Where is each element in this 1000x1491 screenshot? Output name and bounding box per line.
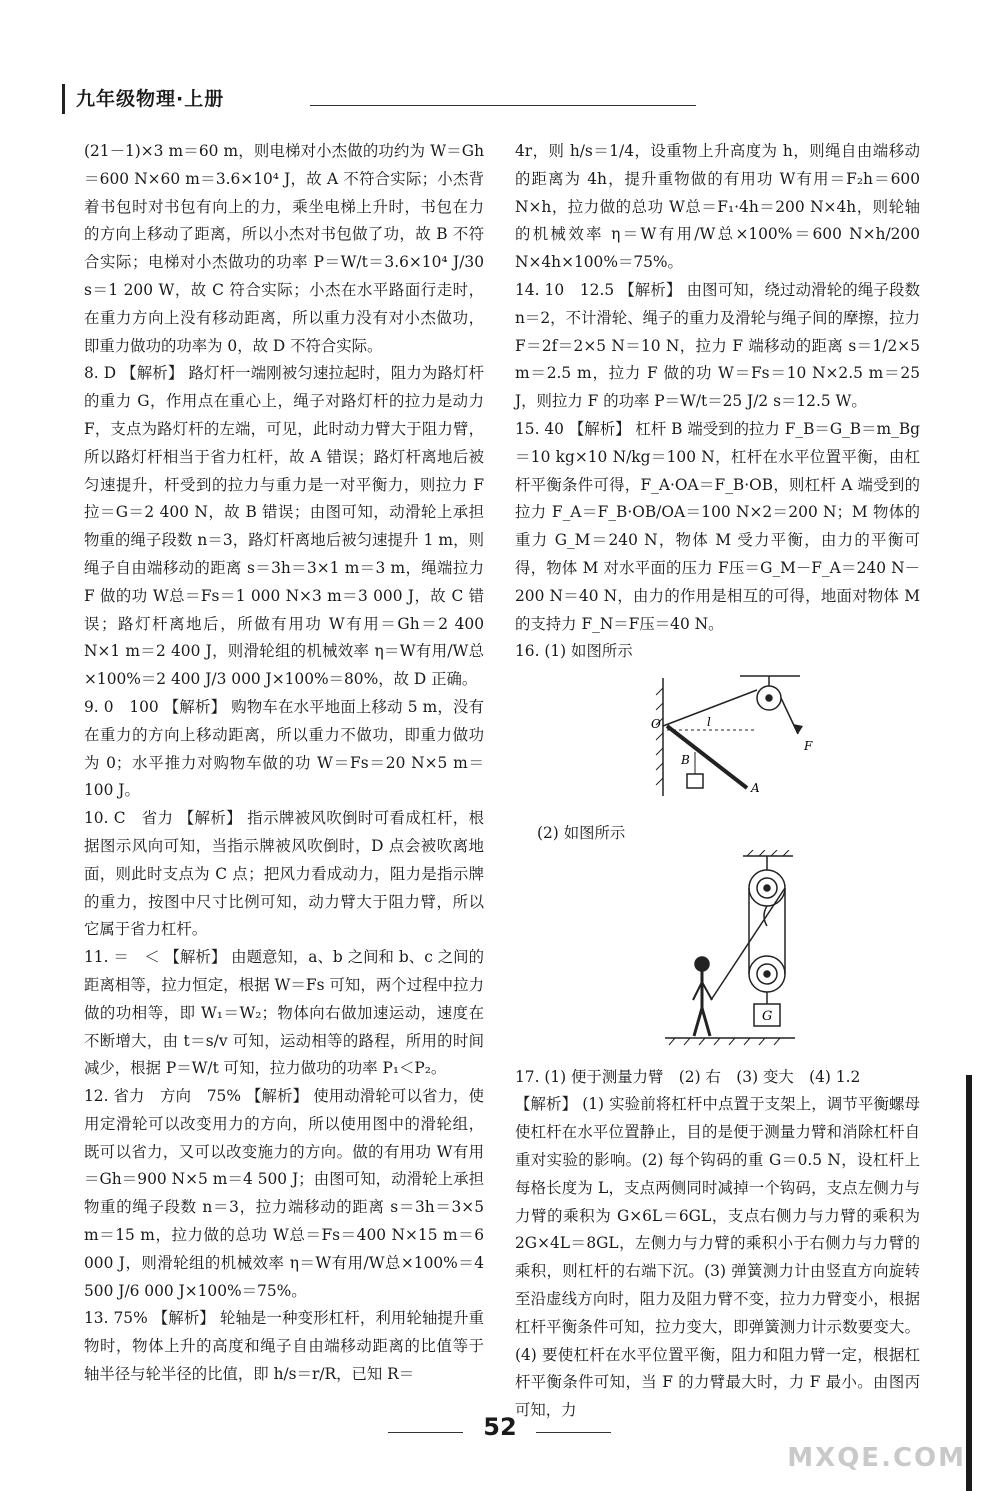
header-bar: [62, 84, 65, 114]
label-b: B: [681, 753, 690, 768]
answer-10: 10. C 省力 【解析】 指示牌被风吹倒时可看成杠杆，根据图示风向可知，当指示牌被风吹倒时，D 点会被吹离地面，则此时支点为 C 点；把风力看成动力，阻力是指示牌的重力，按图中尺寸比例可知，动力臂大于阻力臂，所以它属于省力杠杆。: [84, 809, 484, 939]
answer-9: 9. 0 100 【解析】 购物车在水平地面上移动 5 m，没有在重力的方向上移动距离，所以重力不做功，即重力做功为 0；水平推力对购物车做的功 W＝Fs＝20 N×5 m＝100 J。: [84, 697, 484, 800]
header-title: 九年级物理·上册: [76, 88, 225, 110]
footer-rule-left: [388, 1432, 463, 1433]
pulley-diagram: [515, 850, 920, 1050]
label-l: l: [707, 715, 711, 730]
footer-rule-right: [536, 1432, 611, 1433]
answer-14: 14. 10 12.5 【解析】 由图可知，绕过动滑轮的绳子段数 n＝2，不计滑轮、绳子的重力及滑轮与绳子间的摩擦，拉力 F＝2f＝2×5 N＝10 N，拉力 F 端移动的距离 s＝1/2×5 m＝2.5 m，拉力 F 做的功 W＝Fs＝10 N×2.5 m＝25 J，则拉力 F 的功率 P＝W/t＝25 J/2 s＝12.5 W。: [515, 280, 920, 411]
label-a: A: [751, 781, 760, 796]
answer-7-cont: (21－1)×3 m＝60 m，则电梯对小杰做的功约为 W＝Gh＝600 N×60 m＝3.6×10⁴ J，故 A 不符合实际；小杰背着书包时对书包有向上的力，乘坐电梯上升时，书包在力的方向上移动了距离，所以小杰对书包做了功，故 B 不符合实际；电梯对小杰做功的功率 P＝W/t＝3.6×10⁴ J/30 s＝1 200 W，故 C 符合实际；小杰在水平路面行走时，在重力方向上没有移动距离，所以重力没有对小杰做功，即重力做功的功率为 0，故 D 不符合实际。: [84, 142, 484, 355]
answer-16-sub2: (2) 如图所示: [537, 823, 626, 842]
label-g: G: [762, 1008, 773, 1024]
label-o: O: [651, 717, 661, 732]
page-number: 52: [483, 1413, 517, 1441]
answer-17: 17. (1) 便于测量力臂 (2) 右 (3) 变大 (4) 1.2: [515, 1067, 861, 1086]
answer-8: 8. D 【解析】 路灯杆一端刚被匀速拉起时，阻力为路灯杆的重力 G，作用点在重心上，绳子对路灯杆的拉力是动力 F，支点为路灯杆的左端，可见，此时动力臂大于阻力臂，所以路灯杆相当于省力杠杆，故 A 错误；路灯杆离地后被匀速提升，杆受到的拉力与重力是一对平衡力，则拉力 F拉＝G＝2 400 N，故 B 错误；由图可知，动滑轮上承担物重的绳子段数 n＝3，路灯杆离地后被匀速提升 1 m，则绳子自由端移动的距离 s＝3h＝3×1 m＝3 m，绳端拉力 F 做的功 W总＝Fs＝1 000 N×3 m＝3 000 J，故 C 错误；路灯杆离地后，所做有用功 W有用＝Gh＝2 400 N×1 m＝2 400 J，则滑轮组的机械效率 η＝W有用/W总×100%＝2 400 J/3 000 J×100%＝80%，故 D 正确。: [84, 364, 484, 689]
page-header: [62, 80, 642, 116]
lever-diagram: [515, 668, 920, 806]
answer-13-cont: 4r，则 h/s＝1/4，设重物上升高度为 h，则绳自由端移动的距离为 4h，提升重物做的有用功 W有用＝F₂h＝600 N×h，拉力做的总功 W总＝F₁·4h＝200 N×4h，则轮轴的机械效率 η＝W有用/W总×100%＝600 N×h/200 N×4h×100%＝75%。: [515, 142, 920, 272]
watermark: MXQE.COM: [787, 1443, 966, 1473]
page-footer: [0, 1413, 1000, 1441]
answer-11: 11. ＝ ＜ 【解析】 由题意知，a、b 之间和 b、c 之间的距离相等，拉力恒定，根据 W＝Fs 可知，两个过程中拉力做的功相等，即 W₁＝W₂；物体向右做加速运动，速度在不断增大，由 t＝s/v 可知，运动相等的路程，所用的时间减少，根据 P＝W/t 可知，拉力做功的功率 P₁＜P₂。: [84, 948, 484, 1078]
answer-15: 15. 40 【解析】 杠杆 B 端受到的拉力 F_B＝G_B＝m_Bg＝10 kg×10 N/kg＝100 N，杠杆在水平位置平衡，由杠杆平衡条件可得，F_A·OA＝F_B·OB，则杠杆 A 端受到的拉力 F_A＝F_B·OB/OA＝100 N×2＝200 N；M 物体的重力 G_M＝240 N，物体 M 受力平衡，由力的平衡可得，物体 M 对水平面的压力 F压＝G_M－F_A＝240 N－200 N＝40 N，由力的作用是相互的可得，地面对物体 M 的支持力 F_N＝F压＝40 N。: [515, 419, 920, 633]
answer-12: 12. 省力 方向 75% 【解析】 使用动滑轮可以省力，使用定滑轮可以改变用力的方向，所以使用图中的滑轮组，既可以省力，又可以改变施力的方向。做的有用功 W有用＝Gh＝900 N×5 m＝4 500 J；由图可知，动滑轮上承担物重的绳子段数 n＝3，拉力端移动的距离 s＝3h＝3×5 m＝15 m，拉力做的总功 W总＝Fs＝400 N×15 m＝6 000 J，则滑轮组的机械效率 η＝W有用/W总×100%＝4 500 J/6 000 J×100%＝75%。: [84, 1087, 484, 1300]
right-column: [515, 138, 920, 1425]
label-f: F: [804, 739, 813, 754]
header-rule: [310, 105, 696, 106]
left-column: [84, 138, 484, 1389]
answer-16-head: 16. (1) 如图所示: [515, 642, 633, 661]
answer-17-analysis: 【解析】 (1) 实验前将杠杆中点置于支架上，调节平衡螺母使杠杆在水平位置静止，目的是便于测量力臂和消除杠杆自重对实验的影响。(2) 每个钩码的重 G＝0.5 N，设杠杆上每格长度为 L，支点两侧同时减掉一个钩码，支点左侧力与力臂的乘积为 G×6L＝6GL，支点右侧力与力臂的乘积为 2G×4L＝8GL，左侧力与力臂的乘积小于右侧力与力臂的乘积，则杠杆的右端下沉。(3) 弹簧测力计由竖直方向旋转至沿虚线方向时，阻力及阻力臂不变，拉力力臂变小，根据杠杆平衡条件可知，拉力变大，即弹簧测力计示数要变大。(4) 要使杠杆在水平位置平衡，阻力和阻力臂一定，根据杠杆平衡条件可知，当 F 的力臂最大时，力 F 最小。由图丙可知，力: [515, 1095, 920, 1420]
answer-13: 13. 75% 【解析】 轮轴是一种变形杠杆，利用轮轴提升重物时，物体上升的高度和绳子自由端移动距离的比值等于轴半径与轮半径的比值，即 h/s＝r/R，已知 R＝: [84, 1309, 484, 1384]
